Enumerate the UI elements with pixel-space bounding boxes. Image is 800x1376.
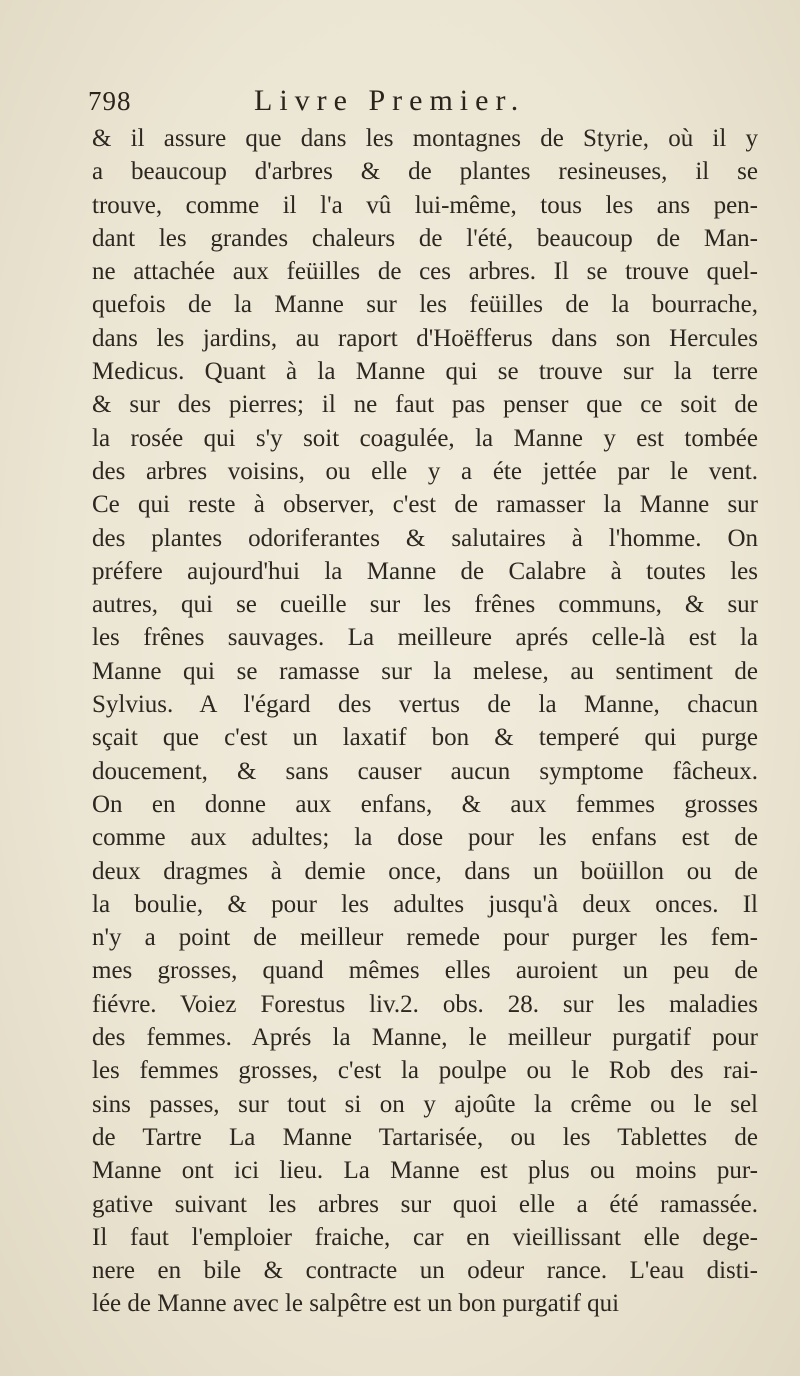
- text-line: trouve, comme il l'a vû lui-même, tous les ans pen-: [92, 191, 758, 219]
- page-number: 798: [88, 86, 132, 116]
- text-line: des femmes. Aprés la Manne, le meilleur purgatif pour: [92, 1024, 758, 1052]
- text-line: Il faut l'emploier fraiche, car en vieillissant elle dege-: [92, 1223, 758, 1251]
- text-line: la boulie, & pour les adultes jusqu'à deux onces. Il: [92, 890, 758, 918]
- text-line: deux dragmes à demie once, dans un boüillon ou de: [92, 857, 758, 885]
- text-line: préfere aujourd'hui la Manne de Calabre à toutes les: [92, 557, 758, 585]
- text-line: mes grosses, quand mêmes elles auroient un peu de: [92, 957, 758, 985]
- text-line: a beaucoup d'arbres & de plantes resineuses, il se: [92, 158, 758, 186]
- text-line: & sur des pierres; il ne faut pas penser que ce soit de: [92, 391, 758, 419]
- text-line: sçait que c'est un laxatif bon & temperé qui purge: [92, 724, 758, 752]
- text-line: sins passes, sur tout si on y ajoûte la crême ou le sel: [92, 1090, 758, 1118]
- text-line: les frênes sauvages. La meilleure aprés celle-là est la: [92, 624, 758, 652]
- text-line: de Tartre La Manne Tartarisée, ou les Tablettes de: [92, 1123, 758, 1151]
- text-line: fiévre. Voiez Forestus liv.2. obs. 28. sur les maladies: [92, 990, 758, 1018]
- text-line: quefois de la Manne sur les feüilles de la bourrache,: [92, 291, 758, 319]
- text-line: doucement, & sans causer aucun symptome fâcheux.: [92, 757, 758, 785]
- text-line: dans les jardins, au raport d'Hoëfferus dans son Hercules: [92, 324, 758, 352]
- text-line: autres, qui se cueille sur les frênes communs, & sur: [92, 591, 758, 619]
- text-line: Manne qui se ramasse sur la melese, au sentiment de: [92, 657, 758, 685]
- text-line: nere en bile & contracte un odeur rance. L'eau disti-: [92, 1257, 758, 1285]
- text-line: Ce qui reste à observer, c'est de ramasser la Manne sur: [92, 491, 758, 519]
- running-title: Livre Premier.: [254, 84, 526, 117]
- text-line: & il assure que dans les montagnes de Styrie, où il y: [92, 125, 758, 152]
- text-line: Sylvius. A l'égard des vertus de la Manne, chacun: [92, 691, 758, 719]
- text-line: Medicus. Quant à la Manne qui se trouve sur la terre: [92, 358, 758, 386]
- text-line: gative suivant les arbres sur quoi elle a été ramassée.: [92, 1190, 758, 1218]
- text-line: On en donne aux enfans, & aux femmes grosses: [92, 790, 758, 818]
- text-line: les femmes grosses, c'est la poulpe ou le Rob des rai-: [92, 1057, 758, 1085]
- text-line: Manne ont ici lieu. La Manne est plus ou moins pur-: [92, 1157, 758, 1185]
- text-line: ne attachée aux feüilles de ces arbres. Il se trouve quel-: [92, 258, 758, 286]
- body-text: [92, 122, 758, 1321]
- text-line: dant les grandes chaleurs de l'été, beaucoup de Man-: [92, 224, 758, 252]
- text-line: n'y a point de meilleur remede pour purger les fem-: [92, 924, 758, 952]
- text-line: lée de Manne avec le salpêtre est un bon purgatif qui: [92, 1290, 620, 1318]
- text-line: des arbres voisins, ou elle y a éte jettée par le vent.: [92, 457, 758, 485]
- text-line: comme aux adultes; la dose pour les enfans est de: [92, 824, 758, 852]
- text-line: la rosée qui s'y soit coagulée, la Manne y est tombée: [92, 424, 758, 452]
- text-line: des plantes odoriferantes & salutaires à l'homme. On: [92, 524, 758, 552]
